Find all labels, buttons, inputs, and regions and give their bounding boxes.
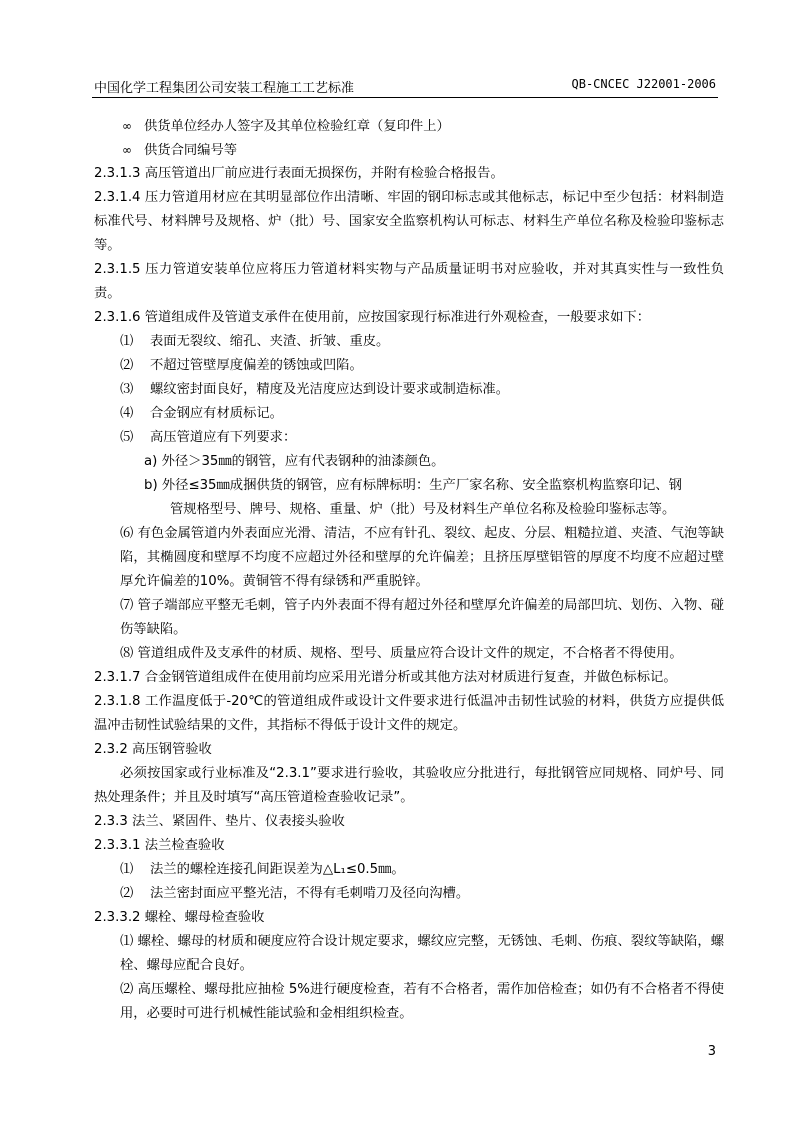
- clause-2-3-1-6: 2.3.1.6 管道组成件及管道支承件在使用前，应按国家现行标准进行外观检查，一般要求如下：: [94, 310, 651, 325]
- section-heading: 2.3.3 法兰、紧固件、垫片、仪表接头验收: [94, 814, 345, 829]
- section-heading: 2.3.3.1 法兰检查验收: [94, 838, 225, 853]
- list-item: ⑵ 高压螺栓、螺母批应抽检 5%进行硬度检查，若有不合格者，需作加倍检查；如仍有不合格者不得使用，必要时可进行机械性能试验和金相组织检查。: [120, 982, 724, 1021]
- item-7: ⑺ 管子端部应平整无毛刺，管子内外表面不得有超过外径和壁厚允许偏差的局部凹坑、划伤、入物、碰伤等缺陷。: [120, 598, 724, 637]
- infinity-bullet-icon: ∞: [122, 119, 132, 133]
- header-divider: [92, 97, 718, 98]
- document-body: [94, 114, 724, 1026]
- sub-item-a: a) 外径＞35㎜的钢管，应有代表钢种的油漆颜色。: [144, 454, 445, 469]
- list-item: ⑴ 螺栓、螺母的材质和硬度应符合设计规定要求，螺纹应完整，无锈蚀、毛刺、伤痕、裂纹等缺陷，螺栓、螺母应配合良好。: [120, 934, 724, 973]
- section-heading: 2.3.3.2 螺栓、螺母检查验收: [94, 910, 265, 925]
- item-6: ⑹ 有色金属管道内外表面应光滑、清洁，不应有针孔、裂纹、起皮、分层、粗糙拉道、夹渣、气泡等缺陷，其椭圆度和壁厚不均度不应超过外径和壁厚的允许偏差；且挤压厚壁铝管的厚度不均度不应超过壁厚允许偏差的10%。黄铜管不得有绿锈和严重脱锌。: [120, 526, 724, 589]
- list-item: ⑶ 螺纹密封面良好，精度及光洁度应达到设计要求或制造标准。: [120, 382, 510, 397]
- header-standard-code: QB-CNCEC J22001-2006: [571, 77, 716, 91]
- clause-2-3-1-4: 2.3.1.4 压力管道用材应在其明显部位作出清晰、牢固的钢印标志或其他标志，标记中至少包括：材料制造标准代号、材料牌号及规格、炉（批）号、国家安全监察机构认可标志、材料生产单位名称及检验印鉴标志等。: [94, 190, 724, 253]
- list-item: ⑴ 表面无裂纹、缩孔、夹渣、折皱、重皮。: [120, 334, 390, 349]
- list-item: ⑵ 法兰密封面应平整光洁，不得有毛刺啃刀及径向沟槽。: [120, 886, 470, 901]
- sub-item-b: b) 外径≤35㎜成捆供货的钢管，应有标牌标明：生产厂家名称、安全监察机构监察印记、钢: [144, 478, 682, 493]
- list-item: ∞ 供货单位经办人签字及其单位检验红章（复印件上）: [94, 114, 724, 138]
- header-title: 中国化学工程集团公司安装工程施工工艺标准: [94, 81, 355, 96]
- list-item: ∞ 供货合同编号等: [94, 138, 724, 162]
- clause-2-3-1-3: 2.3.1.3 高压管道出厂前应进行表面无损探伤，并附有检验合格报告。: [94, 166, 504, 181]
- infinity-bullet-icon: ∞: [122, 143, 132, 157]
- list-item: ⑵ 不超过管壁厚度偏差的锈蚀或凹陷。: [120, 358, 363, 373]
- clause-2-3-1-8: 2.3.1.8 工作温度低于-20℃的管道组成件或设计文件要求进行低温冲击韧性试验的材料，供货方应提供低温冲击韧性试验结果的文件，其指标不得低于设计文件的规定。: [94, 694, 724, 733]
- clause-2-3-1-5: 2.3.1.5 压力管道安装单位应将压力管道材料实物与产品质量证明书对应验收，并对其真实性与一致性负责。: [94, 262, 724, 301]
- list-item: ⑴ 法兰的螺栓连接孔间距误差为△L₁≤0.5㎜。: [120, 862, 405, 877]
- sub-item-b-continued: 管规格型号、牌号、规格、重量、炉（批）号及材料生产单位名称及检验印鉴标志等。: [170, 502, 676, 517]
- list-item: ⑷ 合金钢应有材质标记。: [120, 406, 283, 421]
- section-heading: 2.3.2 高压钢管验收: [94, 742, 212, 757]
- item-8: ⑻ 管道组成件及支承件的材质、规格、型号、质量应符合设计文件的规定，不合格者不得使用。: [120, 646, 683, 661]
- paragraph: 必须按国家或行业标准及“2.3.1”要求进行验收，其验收应分批进行，每批钢管应同规格、同炉号、同热处理条件；并且及时填写“高压管道检查验收记录”。: [94, 766, 724, 805]
- clause-2-3-1-7: 2.3.1.7 合金钢管道组成件在使用前均应采用光谱分析或其他方法对材质进行复查，并做色标标记。: [94, 670, 677, 685]
- page-number: 3: [707, 1044, 716, 1059]
- list-item: ⑸ 高压管道应有下列要求：: [120, 430, 297, 445]
